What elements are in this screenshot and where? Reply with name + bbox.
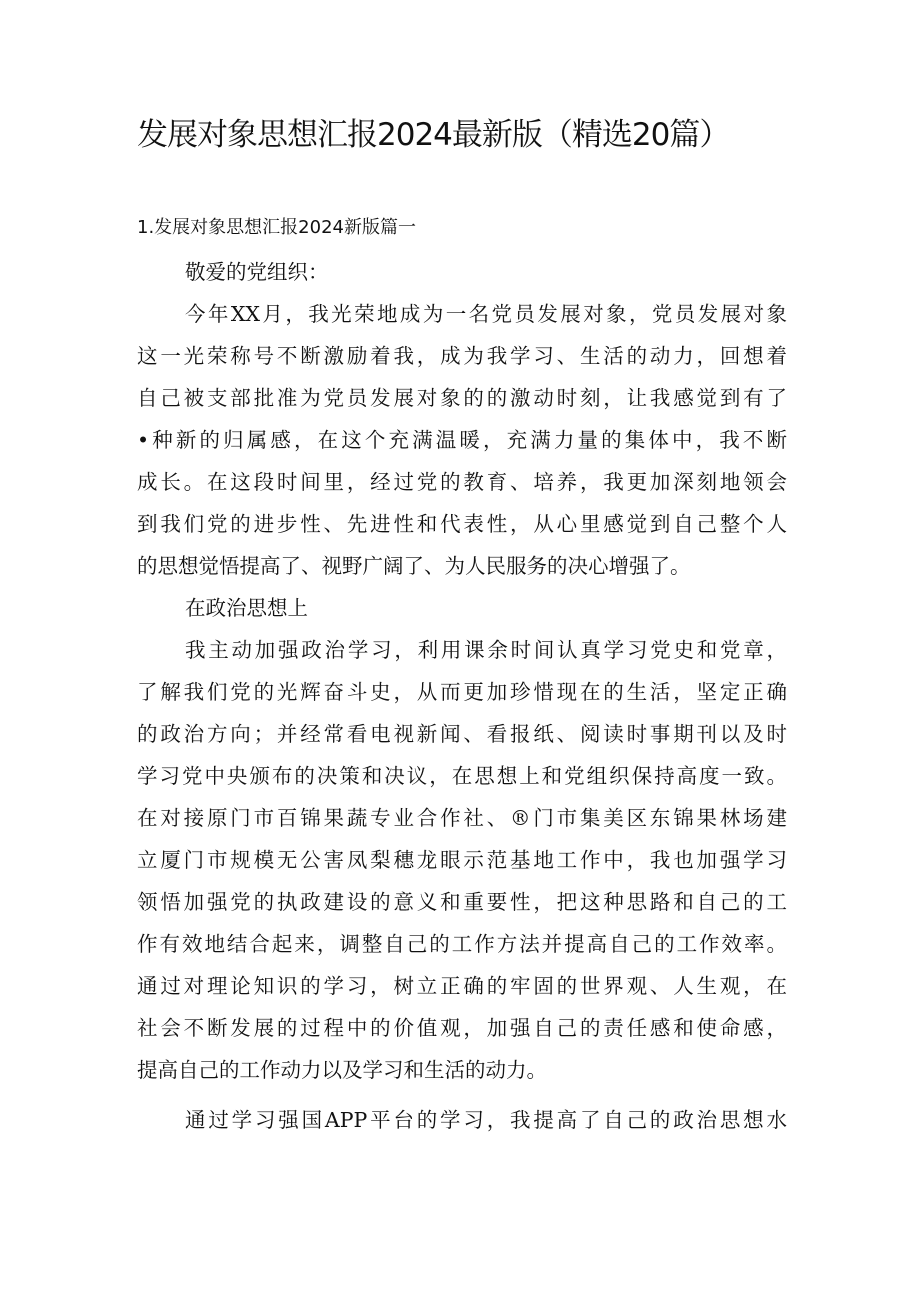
text-line: 在对接原门市百锦果蔬专业合作社、®门市集美区东锦果林场建 xyxy=(137,806,787,830)
text-line: 的政治方向；并经常看电视新闻、看报纸、阅读时事期刊以及时 xyxy=(137,722,787,746)
paragraph-salutation xyxy=(137,251,787,293)
text-line: •种新的归属感，在这个充满温暖，充满力量的集体中，我不断 xyxy=(137,428,787,452)
document-body xyxy=(137,251,787,1141)
section-heading: 1.发展对象思想汇报2024新版篇一 xyxy=(137,217,416,238)
text-line: 领悟加强党的执政建设的意义和重要性，把这种思路和自己的工 xyxy=(137,890,787,914)
text-line: 社会不断发展的过程中的价值观，加强自己的责任感和使命感， xyxy=(137,1016,787,1040)
text-line: 提高自己的工作动力以及学习和生活的动力。 xyxy=(137,1058,547,1082)
text-line: 敬爱的党组织： xyxy=(185,260,329,284)
text-line: 通过学习强国APP平台的学习，我提高了自己的政治思想水 xyxy=(185,1108,787,1132)
text-line: 通过对理论知识的学习，树立正确的牢固的世界观、人生观，在 xyxy=(137,974,787,998)
text-line: 了解我们党的光辉奋斗史，从而更加珍惜现在的生活，坚定正确 xyxy=(137,680,787,704)
text-line: 成长。在这段时间里，经过党的教育、培养，我更加深刻地领会 xyxy=(137,470,787,494)
text-line: 的思想觉悟提高了、视野广阔了、为人民服务的决心增强了。 xyxy=(137,554,691,578)
text-line: 学习党中央颁布的决策和决议，在思想上和党组织保持高度一致。 xyxy=(137,764,787,788)
paragraph xyxy=(137,1099,787,1141)
paragraph xyxy=(137,629,787,1091)
text-line: 作有效地结合起来，调整自己的工作方法并提高自己的工作效率。 xyxy=(137,932,787,956)
text-line: 在政治思想上 xyxy=(185,596,308,620)
text-line: 这一光荣称号不断激励着我，成为我学习、生活的动力，回想着 xyxy=(137,344,787,368)
text-line: 立厦门市规模无公害凤梨穗龙眼示范基地工作中，我也加强学习 xyxy=(137,848,787,872)
document-title: 发展对象思想汇报2024最新版（精选20篇） xyxy=(137,117,730,153)
paragraph-subheading xyxy=(137,587,787,629)
text-line: 到我们党的进步性、先进性和代表性，从心里感觉到自己整个人 xyxy=(137,512,787,536)
text-line: 我主动加强政治学习，利用课余时间认真学习党史和党章， xyxy=(185,638,787,662)
text-line: 今年XX月，我光荣地成为一名党员发展对象，党员发展对象 xyxy=(185,302,787,326)
text-line: 自己被支部批准为党员发展对象的的激动时刻，让我感觉到有了 xyxy=(137,386,787,410)
paragraph xyxy=(137,293,787,587)
